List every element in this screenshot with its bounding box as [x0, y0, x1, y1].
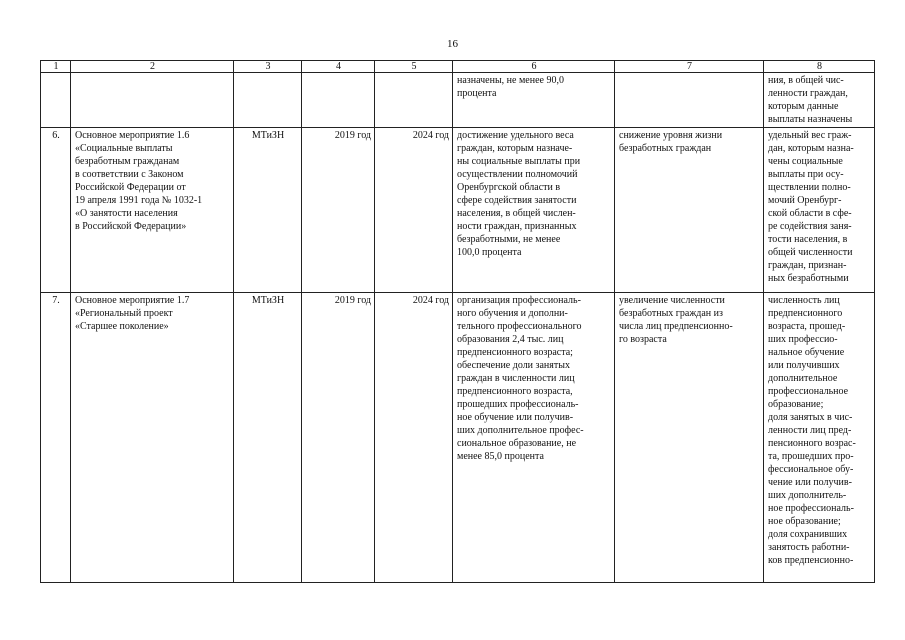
expected-result: организация профессиональ- ного обучения и дополни- тельного профессионального образования 2,4 тыс. лиц предпенсионного возраста; обеспечение доли занятых граждан в численности лиц предпенсионного возраста, прошедших профессиональ- ное обучение или получив- ших дополнительное профес- сиональное образование, не менее 85,0 процента	[453, 293, 615, 583]
start-year	[302, 73, 375, 128]
measure-name: Основное мероприятие 1.6 «Социальные выплаты безработным гражданам в соответствии с Законом Российской Федерации от 19 апреля 1991 года № 1032-1 «О занятости населения в Российской Федерации»	[71, 128, 234, 293]
executor: МТиЗН	[234, 293, 302, 583]
non-implementation-consequence	[615, 73, 764, 128]
column-number-row	[41, 61, 875, 73]
start-year: 2019 год	[302, 128, 375, 293]
column-number: 3	[234, 61, 302, 73]
row-number	[41, 73, 71, 128]
measure-name	[71, 73, 234, 128]
column-number: 4	[302, 61, 375, 73]
column-number: 6	[453, 61, 615, 73]
column-number: 5	[375, 61, 453, 73]
table-row	[41, 293, 875, 583]
table-row	[41, 73, 875, 128]
executor	[234, 73, 302, 128]
column-number: 1	[41, 61, 71, 73]
end-year	[375, 73, 453, 128]
expected-result: достижение удельного веса граждан, которым назначе- ны социальные выплаты при осуществлении полномочий Оренбургской области в сфере содействия занятости населения, в общей числен- ности граждан, признанных безработными, не менее 100,0 процента	[453, 128, 615, 293]
measure-name: Основное мероприятие 1.7 «Региональный проект «Старшее поколение»	[71, 293, 234, 583]
linked-indicator: численность лиц предпенсионного возраста, прошед- ших профессио- нальное обучение или получивших дополнительное профессиональное образование; доля занятых в чис- ленности лиц пред- пенсионного возрас- та, прошедших про- фессиональное обу- чение или получив- ших дополнитель- ное профессиональ- ное образование; доля сохранивших занятость работни- ков предпенсионно-	[764, 293, 875, 583]
linked-indicator: ния, в общей чис- ленности граждан, которым данные выплаты назначены	[764, 73, 875, 128]
expected-result: назначены, не менее 90,0 процента	[453, 73, 615, 128]
measures-table	[40, 60, 875, 583]
executor: МТиЗН	[234, 128, 302, 293]
table-row	[41, 128, 875, 293]
end-year: 2024 год	[375, 293, 453, 583]
column-number: 7	[615, 61, 764, 73]
end-year: 2024 год	[375, 128, 453, 293]
column-number: 2	[71, 61, 234, 73]
start-year: 2019 год	[302, 293, 375, 583]
row-number: 6.	[41, 128, 71, 293]
linked-indicator: удельный вес граж- дан, которым назна- чены социальные выплаты при осу- ществлении полно- мочий Оренбург- ской области в сфе- ре содействия заня- тости населения, в общей численности граждан, признан- ных безработными	[764, 128, 875, 293]
column-number: 8	[764, 61, 875, 73]
page-number: 16	[447, 38, 458, 50]
non-implementation-consequence: снижение уровня жизни безработных граждан	[615, 128, 764, 293]
row-number: 7.	[41, 293, 71, 583]
non-implementation-consequence: увеличение численности безработных граждан из числа лиц предпенсионно- го возраста	[615, 293, 764, 583]
